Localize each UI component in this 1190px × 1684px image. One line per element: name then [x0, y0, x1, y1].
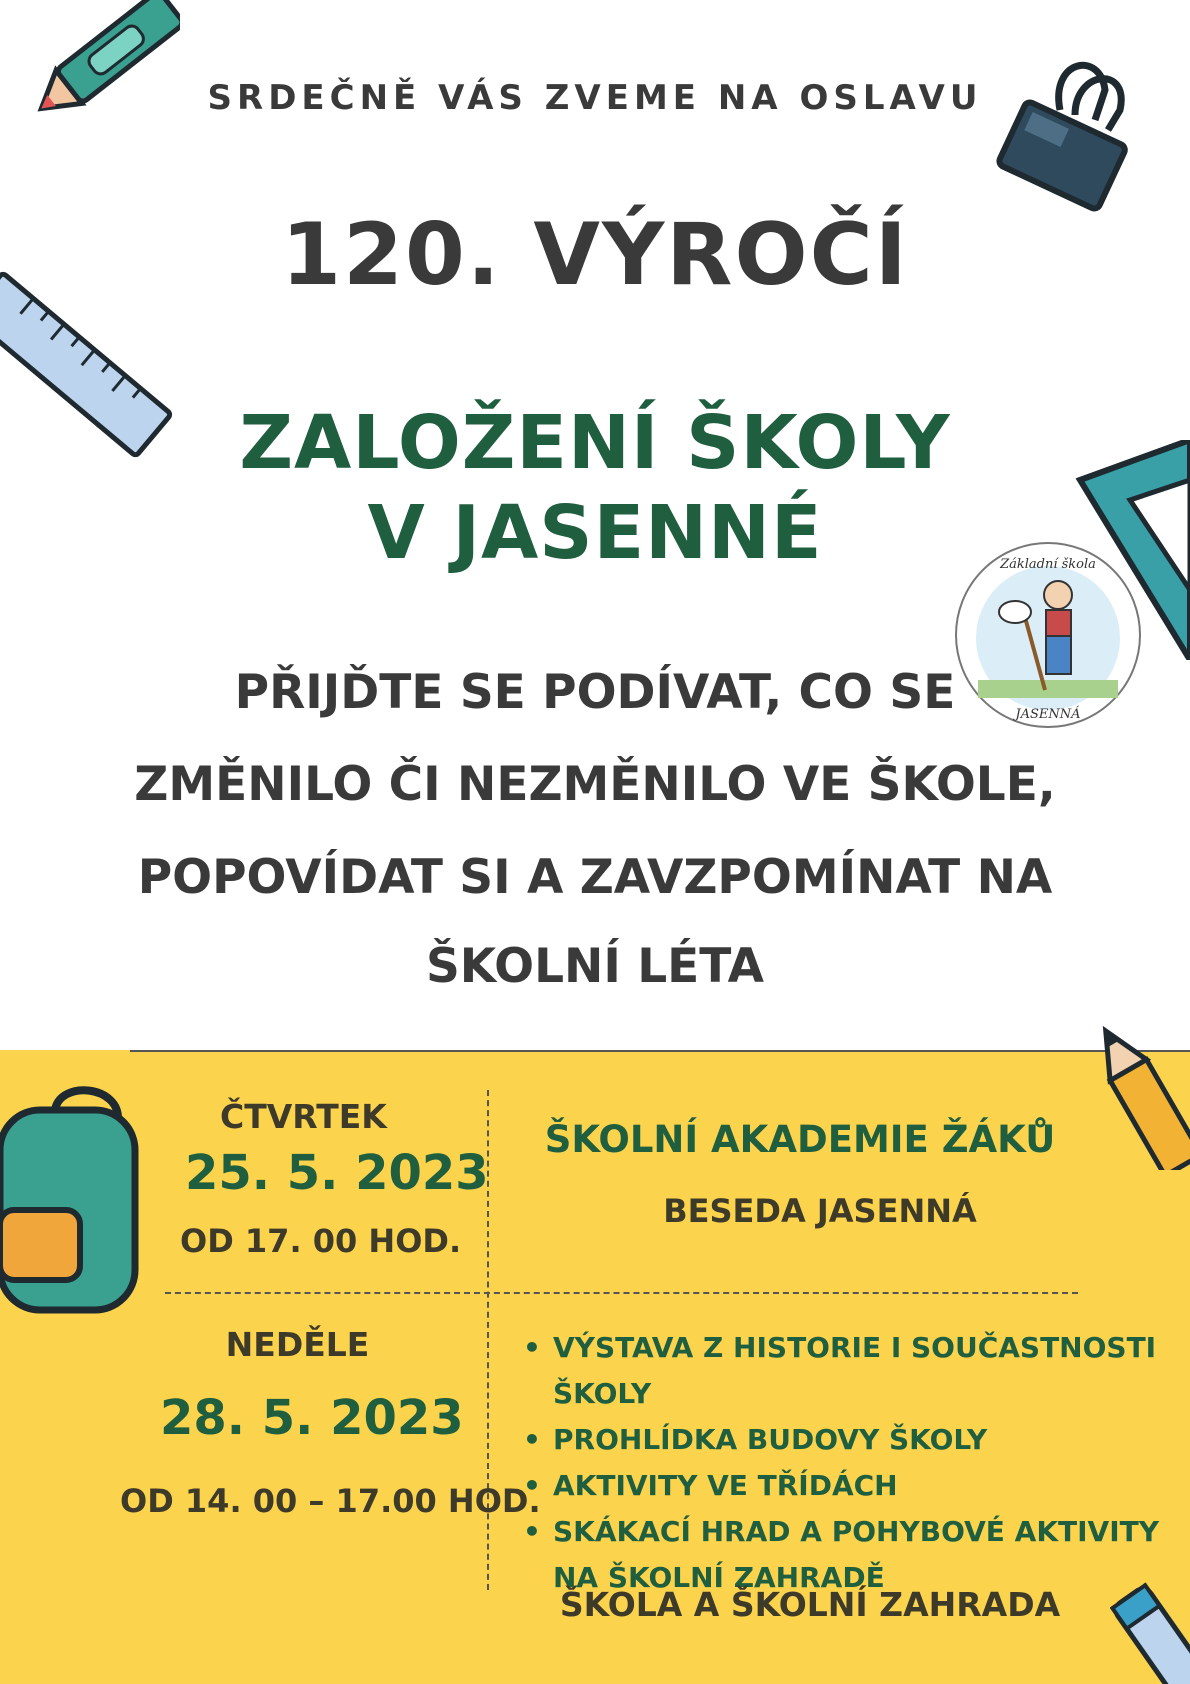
event1-date: 25. 5. 2023 [185, 1145, 489, 1201]
title-line-2: V JASENNÉ [367, 490, 823, 576]
activity-item: • PROHLÍDKA BUDOVY ŠKOLY [523, 1417, 1173, 1463]
body-line-2: ZMĚNILO ČI NEZMĚNILO VE ŠKOLE, [134, 757, 1056, 812]
event2-time: OD 14. 00 – 17.00 HOD. [120, 1482, 541, 1520]
event1-place: BESEDA JASENNÁ [663, 1192, 977, 1230]
title-line-1: ZALOŽENÍ ŠKOLY [239, 400, 951, 486]
activity-item: • VÝSTAVA Z HISTORIE I SOUČASTNOSTI ŠKOLY [523, 1325, 1173, 1417]
body-line-4: ŠKOLNÍ LÉTA [425, 939, 765, 994]
event1-day: ČTVRTEK [220, 1097, 387, 1136]
event1-title: ŠKOLNÍ AKADEMIE ŽÁKŮ [544, 1118, 1056, 1161]
event2-date: 28. 5. 2023 [160, 1390, 464, 1446]
event1-time: OD 17. 00 HOD. [180, 1222, 462, 1260]
body-line-3: POPOVÍDAT SI A ZAVZPOMÍNAT NA [137, 850, 1053, 905]
binder-clip-icon [990, 50, 1140, 220]
invitation-line: SRDEČNĚ VÁS ZVEME NA OSLAVU [207, 78, 983, 118]
activity-item: • SKÁKACÍ HRAD A POHYBOVÉ AKTIVITY NA ŠKOLNÍ ZAHRADĚ [523, 1509, 1173, 1601]
event2-activity-list [523, 1325, 1173, 1601]
backpack-icon [0, 1080, 145, 1320]
panel-horizontal-divider [165, 1292, 1078, 1294]
logo-arc-bottom: JASENNÁ [1015, 707, 1081, 722]
logo-arc-top: Základní škola [1000, 557, 1096, 572]
pencil-icon [1100, 1020, 1190, 1170]
event2-place: ŠKOLA A ŠKOLNÍ ZAHRADA [559, 1585, 1061, 1624]
anniversary-heading: 120. VÝROČÍ [281, 205, 909, 305]
activity-item: • AKTIVITY VE TŘÍDÁCH [523, 1463, 1173, 1509]
panel-top-rule [130, 1050, 1190, 1052]
body-line-1: PŘIJĎTE SE PODÍVAT, CO SE [234, 665, 956, 720]
event2-day: NEDĚLE [225, 1325, 370, 1364]
